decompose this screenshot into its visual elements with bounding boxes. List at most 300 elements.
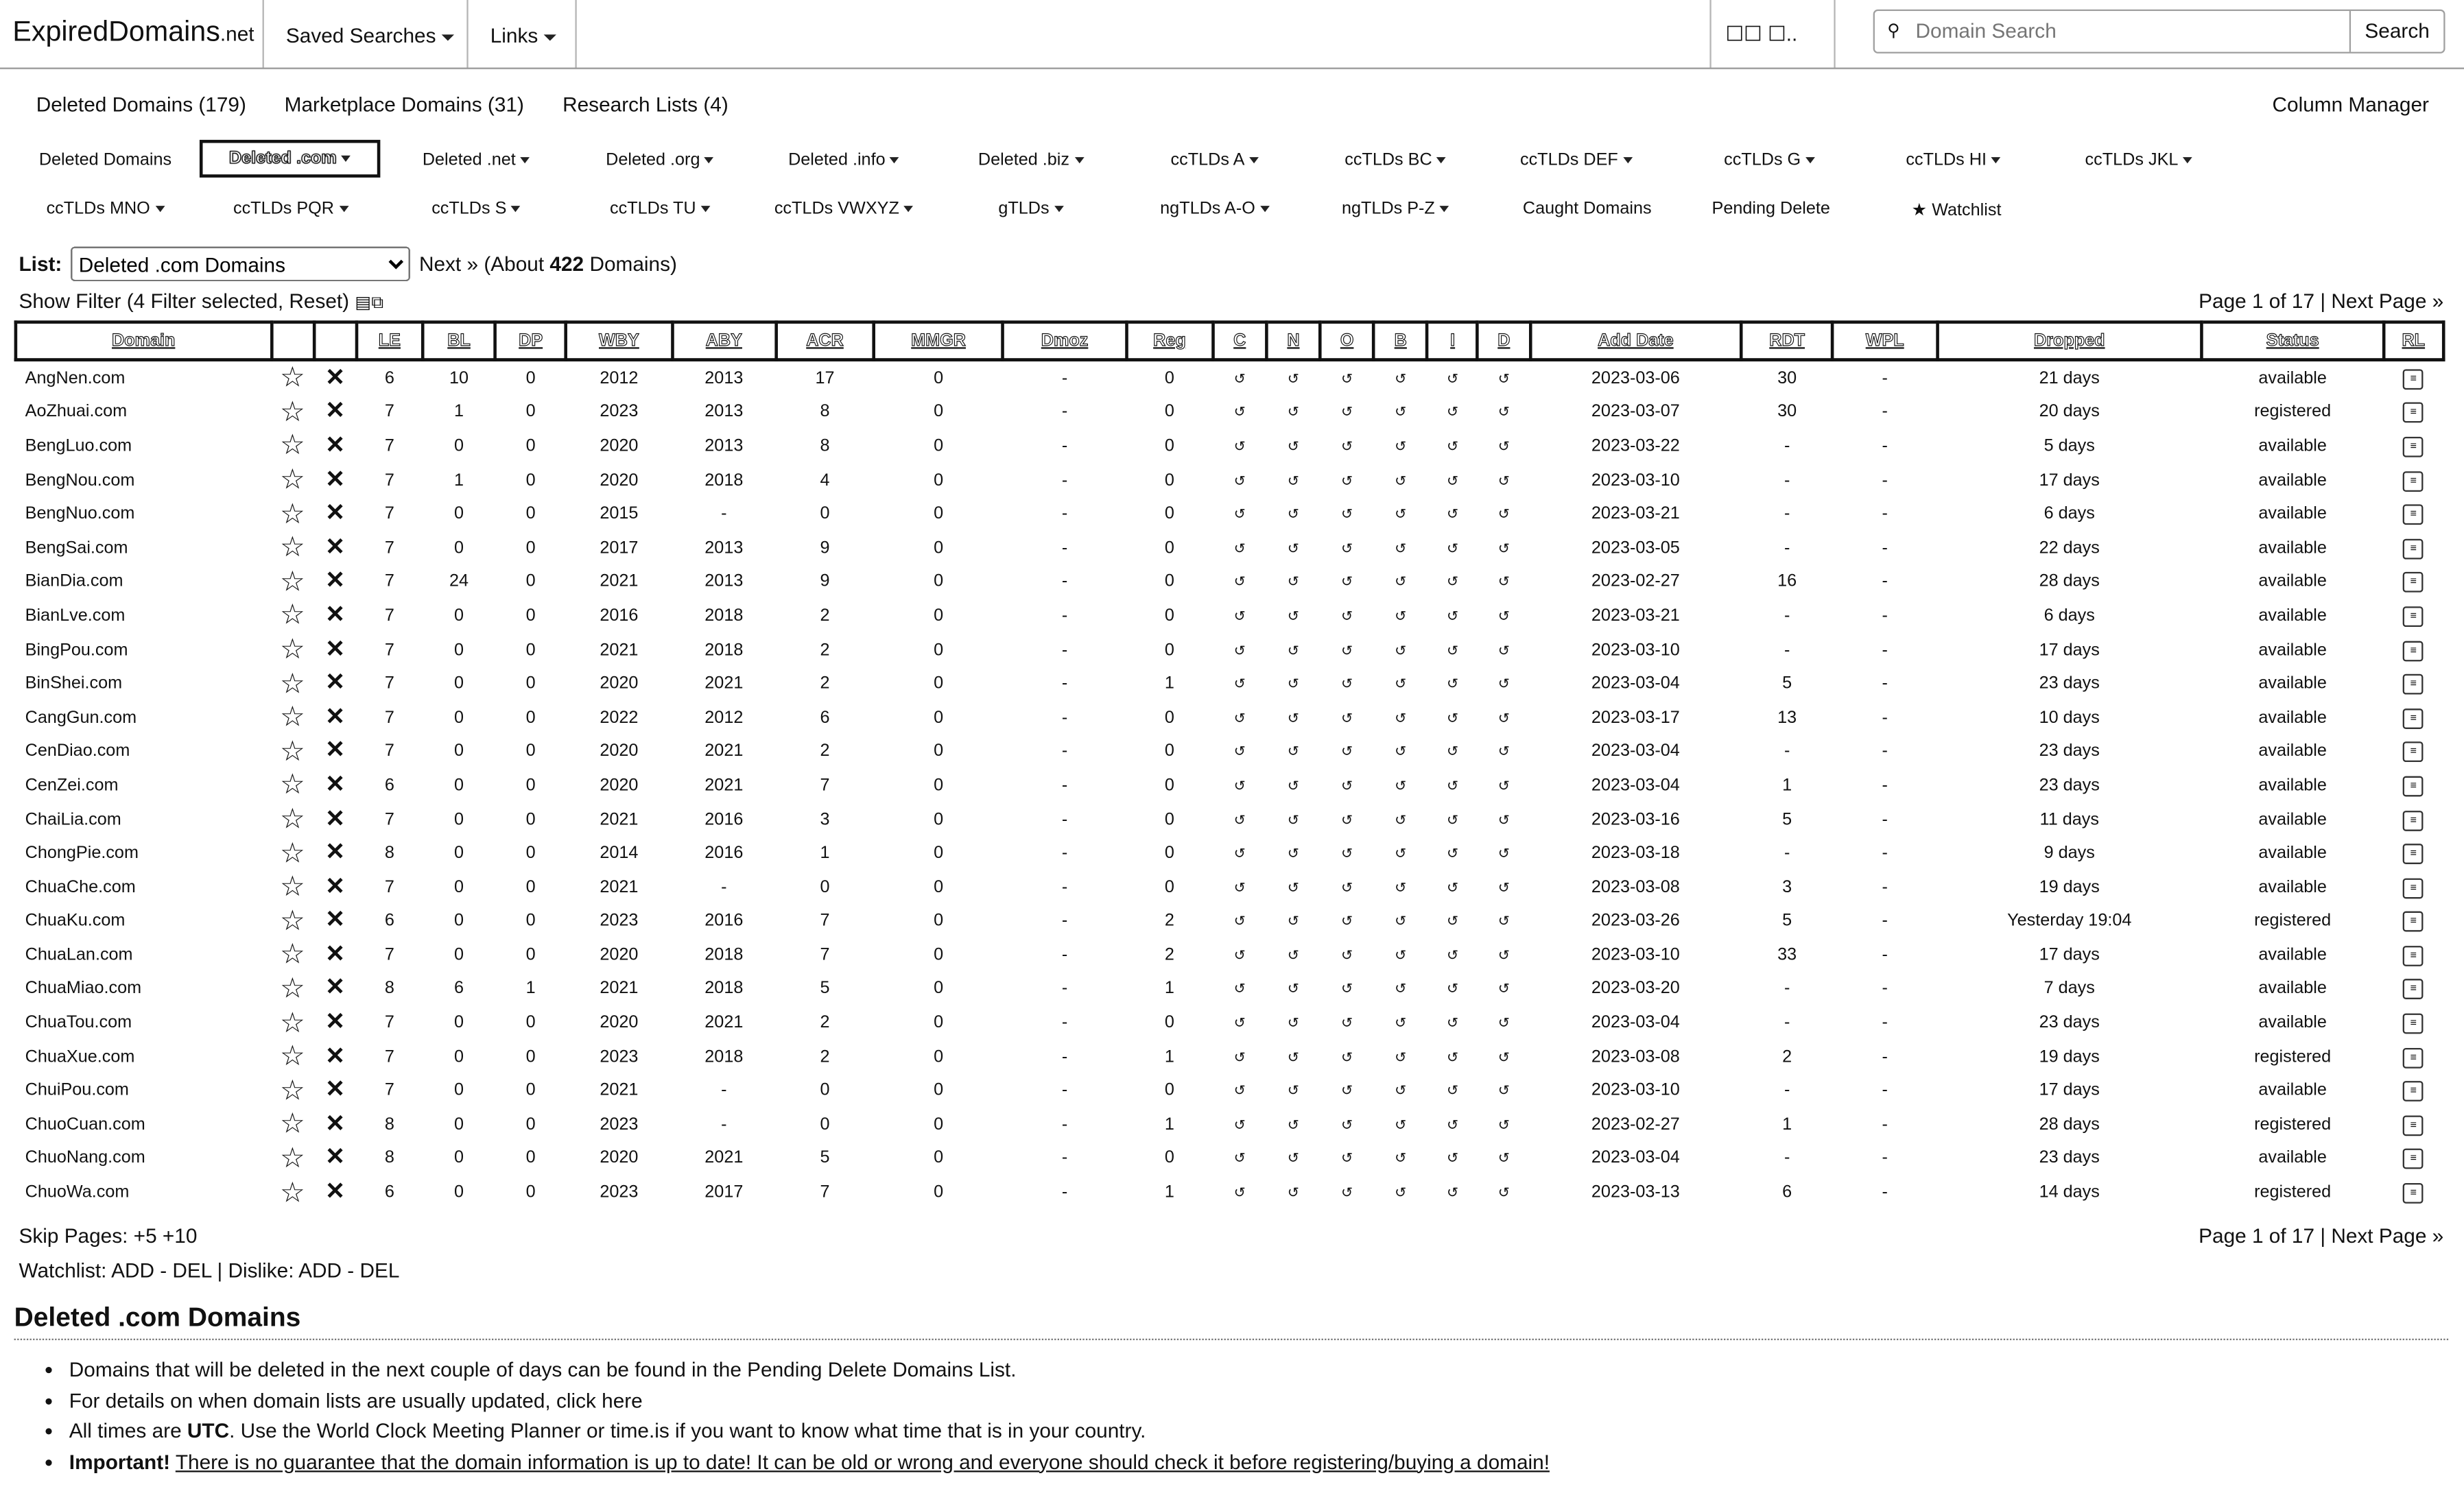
tld-status-icon[interactable]: ↺ [1497,676,1511,692]
tld-status-icon[interactable]: ↺ [1497,608,1511,624]
tld-status-icon[interactable]: ↺ [1340,1049,1353,1065]
tld-status-icon[interactable]: ↺ [1447,608,1459,624]
star-icon[interactable]: ☆ [279,769,305,800]
tld-status-icon[interactable]: ↺ [1447,811,1459,828]
star-icon[interactable]: ☆ [279,1040,305,1072]
domain-link[interactable]: CangGun.com [25,708,137,728]
tld-status-icon[interactable]: ↺ [1447,540,1459,556]
close-icon[interactable]: ✕ [325,1110,345,1138]
close-icon[interactable]: ✕ [325,940,345,968]
tld-status-icon[interactable]: ↺ [1497,641,1511,658]
star-icon[interactable]: ☆ [279,701,305,733]
column-header-reg[interactable]: Reg [1126,322,1213,360]
research-list-icon[interactable]: ≡ [2403,606,2424,627]
domain-link[interactable]: BengLuo.com [25,436,132,456]
domain-link[interactable]: AngNen.com [25,368,126,388]
search-input[interactable] [1912,17,2327,44]
tld-status-icon[interactable]: ↺ [1395,1117,1407,1133]
list-button-cctlds-pqr[interactable] [204,200,377,218]
research-list-icon[interactable]: ≡ [2403,573,2424,593]
tld-status-icon[interactable]: ↺ [1340,1082,1353,1099]
tld-status-icon[interactable]: ↺ [1395,981,1407,997]
domain-link[interactable]: ChuaXue.com [25,1047,135,1066]
domain-link[interactable]: ChuaChe.com [25,877,136,897]
tld-status-icon[interactable]: ↺ [1395,845,1407,861]
star-icon[interactable]: ☆ [279,802,305,835]
column-header-n[interactable]: N [1266,322,1320,360]
tld-status-icon[interactable]: ↺ [1395,540,1407,556]
close-icon[interactable]: ✕ [325,1178,345,1206]
list-button-ngtlds-a-o[interactable] [1128,200,1301,218]
tld-status-icon[interactable]: ↺ [1497,811,1511,828]
close-icon[interactable]: ✕ [325,907,345,934]
tld-status-icon[interactable]: ↺ [1233,573,1246,590]
star-icon[interactable]: ☆ [279,1176,305,1208]
tld-status-icon[interactable]: ↺ [1287,1150,1300,1167]
tld-status-icon[interactable]: ↺ [1447,777,1459,794]
disclaimer-link[interactable]: There is no guarantee that the domain information is up to date! It can be old or wrong and everyone should check it before registering/buying a domain! [175,1449,1550,1473]
tld-status-icon[interactable]: ↺ [1287,1015,1300,1031]
tld-status-icon[interactable]: ↺ [1233,1082,1246,1099]
column-header-add-date[interactable]: Add Date [1530,322,1741,360]
close-icon[interactable]: ✕ [325,431,345,459]
tld-status-icon[interactable]: ↺ [1233,641,1246,658]
tld-status-icon[interactable]: ↺ [1497,845,1511,861]
tld-status-icon[interactable]: ↺ [1340,370,1353,387]
tld-status-icon[interactable]: ↺ [1233,608,1246,624]
list-button-caught-domains[interactable] [1501,200,1674,218]
tld-status-icon[interactable]: ↺ [1233,879,1246,896]
save-filter-icon[interactable]: ▤ [355,294,372,313]
star-icon[interactable]: ☆ [279,1142,305,1174]
list-button-cctlds-jkl[interactable] [2052,151,2225,169]
list-button-cctlds-s[interactable] [390,200,562,218]
research-list-icon[interactable]: ≡ [2403,470,2424,491]
research-list-icon[interactable]: ≡ [2403,1047,2424,1068]
list-button-pending-delete[interactable] [1685,200,1858,218]
list-button-deleted-net[interactable] [390,151,562,169]
tld-status-icon[interactable]: ↺ [1447,404,1459,420]
close-icon[interactable]: ✕ [325,601,345,629]
tld-status-icon[interactable]: ↺ [1233,845,1246,861]
tld-status-icon[interactable]: ↺ [1395,1184,1407,1201]
next-link[interactable]: Next » [418,252,479,276]
tld-status-icon[interactable]: ↺ [1287,608,1300,624]
tld-status-icon[interactable]: ↺ [1233,438,1246,455]
close-icon[interactable]: ✕ [325,771,345,798]
domain-link[interactable]: BengNou.com [25,470,135,490]
tld-status-icon[interactable]: ↺ [1340,1015,1353,1031]
column-header-dmoz[interactable]: Dmoz [1003,322,1126,360]
list-button-cctlds-mno[interactable] [19,200,191,218]
tld-status-icon[interactable]: ↺ [1340,709,1353,726]
close-icon[interactable]: ✕ [325,1076,345,1104]
tld-status-icon[interactable]: ↺ [1287,811,1300,828]
research-list-icon[interactable]: ≡ [2403,979,2424,1000]
research-list-icon[interactable]: ≡ [2403,674,2424,695]
tld-status-icon[interactable]: ↺ [1497,947,1511,964]
tld-status-icon[interactable]: ↺ [1395,641,1407,658]
star-icon[interactable]: ☆ [279,972,305,1004]
list-button-deleted-info[interactable] [757,151,930,169]
tld-status-icon[interactable]: ↺ [1287,1184,1300,1201]
domain-link[interactable]: BianLve.com [25,606,126,625]
tld-status-icon[interactable]: ↺ [1287,641,1300,658]
column-header-domain[interactable]: Domain [16,322,272,360]
tld-status-icon[interactable]: ↺ [1287,438,1300,455]
research-list-icon[interactable]: ≡ [2403,505,2424,525]
tld-status-icon[interactable]: ↺ [1447,947,1459,964]
close-icon[interactable]: ✕ [325,805,345,833]
column-header-le[interactable]: LE [357,322,423,360]
tld-status-icon[interactable]: ↺ [1340,743,1353,760]
column-header-c[interactable]: C [1213,322,1266,360]
domain-link[interactable]: ChuoNang.com [25,1149,145,1169]
tab-marketplace-domains[interactable]: Marketplace Domains (31) [284,93,524,117]
tld-status-icon[interactable]: ↺ [1340,777,1353,794]
tld-status-icon[interactable]: ↺ [1447,845,1459,861]
star-icon[interactable]: ☆ [279,531,305,563]
domain-link[interactable]: ChuoWa.com [25,1183,130,1202]
column-manager-link[interactable]: Column Manager [2272,93,2429,117]
close-icon[interactable]: ✕ [325,1042,345,1070]
show-filter-link[interactable]: Show Filter (4 Filter selected, Reset) ▤⧉ [19,289,384,313]
tld-status-icon[interactable]: ↺ [1497,370,1511,387]
tld-status-icon[interactable]: ↺ [1287,913,1300,929]
tld-status-icon[interactable]: ↺ [1395,1082,1407,1099]
research-list-icon[interactable]: ≡ [2403,844,2424,864]
tld-status-icon[interactable]: ↺ [1447,1184,1459,1201]
tld-status-icon[interactable]: ↺ [1287,947,1300,964]
star-icon[interactable]: ☆ [279,463,305,495]
star-icon[interactable]: ☆ [279,565,305,597]
research-list-icon[interactable]: ≡ [2403,1149,2424,1170]
domain-link[interactable]: ChuaMiao.com [25,979,142,999]
star-icon[interactable]: ☆ [279,870,305,903]
tld-status-icon[interactable]: ↺ [1233,506,1246,522]
tld-status-icon[interactable]: ↺ [1497,1117,1511,1133]
close-icon[interactable]: ✕ [325,466,345,493]
tld-status-icon[interactable]: ↺ [1497,879,1511,896]
tld-status-icon[interactable]: ↺ [1340,1117,1353,1133]
tld-status-icon[interactable]: ↺ [1340,676,1353,692]
domain-link[interactable]: BianDia.com [25,572,123,592]
tld-status-icon[interactable]: ↺ [1395,676,1407,692]
tld-status-icon[interactable]: ↺ [1233,540,1246,556]
tld-status-icon[interactable]: ↺ [1233,1015,1246,1031]
tld-status-icon[interactable]: ↺ [1497,913,1511,929]
domain-link[interactable]: ChuaKu.com [25,911,126,931]
tld-status-icon[interactable]: ↺ [1447,573,1459,590]
close-icon[interactable]: ✕ [325,975,345,1002]
tld-status-icon[interactable]: ↺ [1447,641,1459,658]
research-list-icon[interactable]: ≡ [2403,437,2424,457]
tld-status-icon[interactable]: ↺ [1287,472,1300,488]
star-icon[interactable]: ☆ [279,905,305,936]
tld-status-icon[interactable]: ↺ [1340,1184,1353,1201]
domain-link[interactable]: ChuiPou.com [25,1081,129,1101]
tld-status-icon[interactable]: ↺ [1233,777,1246,794]
star-icon[interactable]: ☆ [279,429,305,462]
domain-link[interactable]: AoZhuai.com [25,403,128,422]
watchlist-actions[interactable]: Watchlist: ADD - DEL | Dislike: ADD - DEL [19,1258,400,1283]
tld-status-icon[interactable]: ↺ [1233,947,1246,964]
tld-status-icon[interactable]: ↺ [1497,709,1511,726]
column-header-dp[interactable]: DP [495,322,566,360]
tld-status-icon[interactable]: ↺ [1395,1015,1407,1031]
tld-status-icon[interactable]: ↺ [1497,404,1511,420]
list-button-deleted-biz[interactable] [945,151,1117,169]
column-header-rdt[interactable]: RDT [1741,322,1832,360]
tld-status-icon[interactable]: ↺ [1233,709,1246,726]
star-icon[interactable]: ☆ [279,396,305,427]
tld-status-icon[interactable]: ↺ [1497,1184,1511,1201]
tab-research-lists[interactable]: Research Lists (4) [562,93,728,117]
close-icon[interactable]: ✕ [325,839,345,866]
tld-status-icon[interactable]: ↺ [1395,404,1407,420]
tld-status-icon[interactable]: ↺ [1447,1082,1459,1099]
close-icon[interactable]: ✕ [325,398,345,425]
tld-status-icon[interactable]: ↺ [1233,370,1246,387]
tld-status-icon[interactable]: ↺ [1395,438,1407,455]
domain-link[interactable]: ChongPie.com [25,844,139,863]
tld-status-icon[interactable]: ↺ [1447,1117,1459,1133]
list-button-cctlds-bc[interactable] [1309,151,1482,169]
tld-status-icon[interactable]: ↺ [1447,1150,1459,1167]
research-list-icon[interactable]: ≡ [2403,946,2424,966]
tld-status-icon[interactable]: ↺ [1340,540,1353,556]
research-list-icon[interactable]: ≡ [2403,810,2424,831]
tld-status-icon[interactable]: ↺ [1340,913,1353,929]
tld-status-icon[interactable]: ↺ [1287,506,1300,522]
column-header-wby[interactable]: WBY [566,322,672,360]
tld-status-icon[interactable]: ↺ [1497,1049,1511,1065]
tld-status-icon[interactable]: ↺ [1340,879,1353,896]
research-list-icon[interactable]: ≡ [2403,641,2424,661]
domain-link[interactable]: BengNuo.com [25,504,135,524]
star-icon[interactable]: ☆ [279,667,305,699]
pagination-bottom[interactable]: Page 1 of 17 | Next Page » [2199,1224,2444,1248]
tld-status-icon[interactable]: ↺ [1287,676,1300,692]
domain-link[interactable]: ChuoCuan.com [25,1115,145,1134]
tld-status-icon[interactable]: ↺ [1497,438,1511,455]
list-button-cctlds-vwxyz[interactable] [757,200,930,218]
tld-status-icon[interactable]: ↺ [1497,540,1511,556]
tld-status-icon[interactable]: ↺ [1497,777,1511,794]
site-logo[interactable]: ExpiredDomains.net [12,15,254,47]
tld-status-icon[interactable]: ↺ [1287,573,1300,590]
tld-status-icon[interactable]: ↺ [1287,540,1300,556]
tld-status-icon[interactable]: ↺ [1340,981,1353,997]
close-icon[interactable]: ✕ [325,737,345,765]
tld-status-icon[interactable]: ↺ [1287,370,1300,387]
tld-status-icon[interactable]: ↺ [1447,676,1459,692]
domain-link[interactable]: ChuaLan.com [25,945,133,965]
star-icon[interactable]: ☆ [279,361,305,394]
tld-status-icon[interactable]: ↺ [1395,879,1407,896]
research-list-icon[interactable]: ≡ [2403,1082,2424,1102]
tld-status-icon[interactable]: ↺ [1287,879,1300,896]
close-icon[interactable]: ✕ [325,534,345,561]
tld-status-icon[interactable]: ↺ [1395,777,1407,794]
tld-status-icon[interactable]: ↺ [1447,743,1459,760]
tld-status-icon[interactable]: ↺ [1233,811,1246,828]
close-icon[interactable]: ✕ [325,1008,345,1036]
view-toggle-icon[interactable]: ☐☐ ☐.. [1725,22,1798,46]
tld-status-icon[interactable]: ↺ [1340,811,1353,828]
star-icon[interactable]: ☆ [279,1108,305,1140]
list-button-cctlds-a[interactable] [1128,151,1301,169]
close-icon[interactable]: ✕ [325,669,345,697]
tld-status-icon[interactable]: ↺ [1497,981,1511,997]
list-button-cctlds-g[interactable] [1683,151,1856,169]
tld-status-icon[interactable]: ↺ [1340,506,1353,522]
star-icon[interactable]: ☆ [279,1006,305,1038]
tld-status-icon[interactable]: ↺ [1395,370,1407,387]
tld-status-icon[interactable]: ↺ [1340,573,1353,590]
domain-link[interactable]: BingPou.com [25,640,128,660]
tld-status-icon[interactable]: ↺ [1447,472,1459,488]
domain-link[interactable]: BengSai.com [25,538,128,558]
close-icon[interactable]: ✕ [325,703,345,730]
list-button-cctlds-hi[interactable] [1867,151,2039,169]
list-button-deleted-domains[interactable] [19,151,191,169]
tld-status-icon[interactable]: ↺ [1233,743,1246,760]
tld-status-icon[interactable]: ↺ [1233,1117,1246,1133]
research-list-icon[interactable]: ≡ [2403,403,2424,423]
tld-status-icon[interactable]: ↺ [1340,472,1353,488]
research-list-icon[interactable]: ≡ [2403,369,2424,390]
star-icon[interactable]: ☆ [279,1074,305,1106]
star-icon[interactable]: ☆ [279,497,305,529]
column-header-b[interactable]: B [1374,322,1428,360]
tld-status-icon[interactable]: ↺ [1447,981,1459,997]
column-header-o[interactable]: O [1320,322,1374,360]
tld-status-icon[interactable]: ↺ [1340,608,1353,624]
column-header-rl[interactable]: RL [2383,322,2443,360]
links-dropdown[interactable]: Links [490,23,557,47]
list-button-deleted-org[interactable] [573,151,746,169]
tld-status-icon[interactable]: ↺ [1233,1049,1246,1065]
column-header-bl[interactable]: BL [423,322,495,360]
tld-status-icon[interactable]: ↺ [1395,1049,1407,1065]
research-list-icon[interactable]: ≡ [2403,708,2424,729]
tld-status-icon[interactable]: ↺ [1447,1015,1459,1031]
tld-status-icon[interactable]: ↺ [1395,743,1407,760]
tld-status-icon[interactable]: ↺ [1447,506,1459,522]
column-header-aby[interactable]: ABY [672,322,776,360]
tld-status-icon[interactable]: ↺ [1340,1150,1353,1167]
tab-deleted-domains[interactable]: Deleted Domains (179) [36,93,246,117]
copy-filter-icon[interactable]: ⧉ [371,294,384,313]
list-button-deleted-com[interactable] [200,140,380,178]
tld-status-icon[interactable]: ↺ [1395,947,1407,964]
column-header-wpl[interactable]: WPL [1833,322,1937,360]
tld-status-icon[interactable]: ↺ [1497,1015,1511,1031]
star-icon[interactable]: ☆ [279,837,305,868]
tld-status-icon[interactable]: ↺ [1395,811,1407,828]
tld-status-icon[interactable]: ↺ [1447,438,1459,455]
list-select[interactable] [71,247,410,281]
domain-link[interactable]: CenZei.com [25,776,119,795]
research-list-icon[interactable]: ≡ [2403,538,2424,559]
research-list-icon[interactable]: ≡ [2403,1115,2424,1136]
tld-status-icon[interactable]: ↺ [1395,573,1407,590]
tld-status-icon[interactable]: ↺ [1287,743,1300,760]
close-icon[interactable]: ✕ [325,364,345,391]
tld-status-icon[interactable]: ↺ [1497,472,1511,488]
research-list-icon[interactable]: ≡ [2403,878,2424,898]
tld-status-icon[interactable]: ↺ [1340,438,1353,455]
close-icon[interactable]: ✕ [325,567,345,595]
star-icon[interactable]: ☆ [279,735,305,767]
tld-status-icon[interactable]: ↺ [1233,404,1246,420]
column-header-status[interactable]: Status [2202,322,2383,360]
tld-status-icon[interactable]: ↺ [1287,1082,1300,1099]
list-button-cctlds-def[interactable] [1490,151,1663,169]
tld-status-icon[interactable]: ↺ [1497,573,1511,590]
tld-status-icon[interactable]: ↺ [1340,641,1353,658]
domain-link[interactable]: CenDiao.com [25,742,130,761]
list-button-gtlds[interactable] [945,200,1117,218]
tld-status-icon[interactable]: ↺ [1447,370,1459,387]
search-button[interactable]: Search [2349,11,2443,52]
research-list-icon[interactable]: ≡ [2403,742,2424,763]
domain-link[interactable]: ChaiLia.com [25,809,121,829]
list-button-ngtlds-p-z[interactable] [1309,200,1482,218]
tld-status-icon[interactable]: ↺ [1287,1049,1300,1065]
tld-status-icon[interactable]: ↺ [1233,913,1246,929]
column-header-i[interactable]: I [1428,322,1478,360]
tld-status-icon[interactable]: ↺ [1395,472,1407,488]
tld-status-icon[interactable]: ↺ [1287,777,1300,794]
tld-status-icon[interactable]: ↺ [1287,404,1300,420]
star-icon[interactable]: ☆ [279,938,305,970]
list-button-watchlist[interactable] [1870,200,2043,220]
close-icon[interactable]: ✕ [325,499,345,527]
tld-status-icon[interactable]: ↺ [1233,676,1246,692]
skip-pages[interactable]: Skip Pages: +5 +10 [19,1224,198,1248]
tld-status-icon[interactable]: ↺ [1395,709,1407,726]
domain-link[interactable]: ChuaTou.com [25,1013,132,1033]
research-list-icon[interactable]: ≡ [2403,1014,2424,1034]
saved-searches-dropdown[interactable]: Saved Searches [286,23,455,47]
tld-status-icon[interactable]: ↺ [1395,608,1407,624]
tld-status-icon[interactable]: ↺ [1287,709,1300,726]
domain-link[interactable]: BinShei.com [25,674,123,693]
tld-status-icon[interactable]: ↺ [1497,506,1511,522]
tld-status-icon[interactable]: ↺ [1233,1150,1246,1167]
tld-status-icon[interactable]: ↺ [1447,1049,1459,1065]
close-icon[interactable]: ✕ [325,1144,345,1171]
tld-status-icon[interactable]: ↺ [1497,1150,1511,1167]
column-header-acr[interactable]: ACR [776,322,874,360]
star-icon[interactable]: ☆ [279,599,305,631]
tld-status-icon[interactable]: ↺ [1497,1082,1511,1099]
tld-status-icon[interactable]: ↺ [1233,472,1246,488]
pagination-top[interactable]: Page 1 of 17 | Next Page » [2199,289,2444,313]
tld-status-icon[interactable]: ↺ [1447,709,1459,726]
tld-status-icon[interactable]: ↺ [1287,845,1300,861]
close-icon[interactable]: ✕ [325,873,345,900]
research-list-icon[interactable]: ≡ [2403,776,2424,796]
tld-status-icon[interactable]: ↺ [1287,981,1300,997]
research-list-icon[interactable]: ≡ [2403,911,2424,932]
tld-status-icon[interactable]: ↺ [1395,913,1407,929]
tld-status-icon[interactable]: ↺ [1340,947,1353,964]
star-icon[interactable]: ☆ [279,633,305,665]
column-header-d[interactable]: D [1478,322,1530,360]
